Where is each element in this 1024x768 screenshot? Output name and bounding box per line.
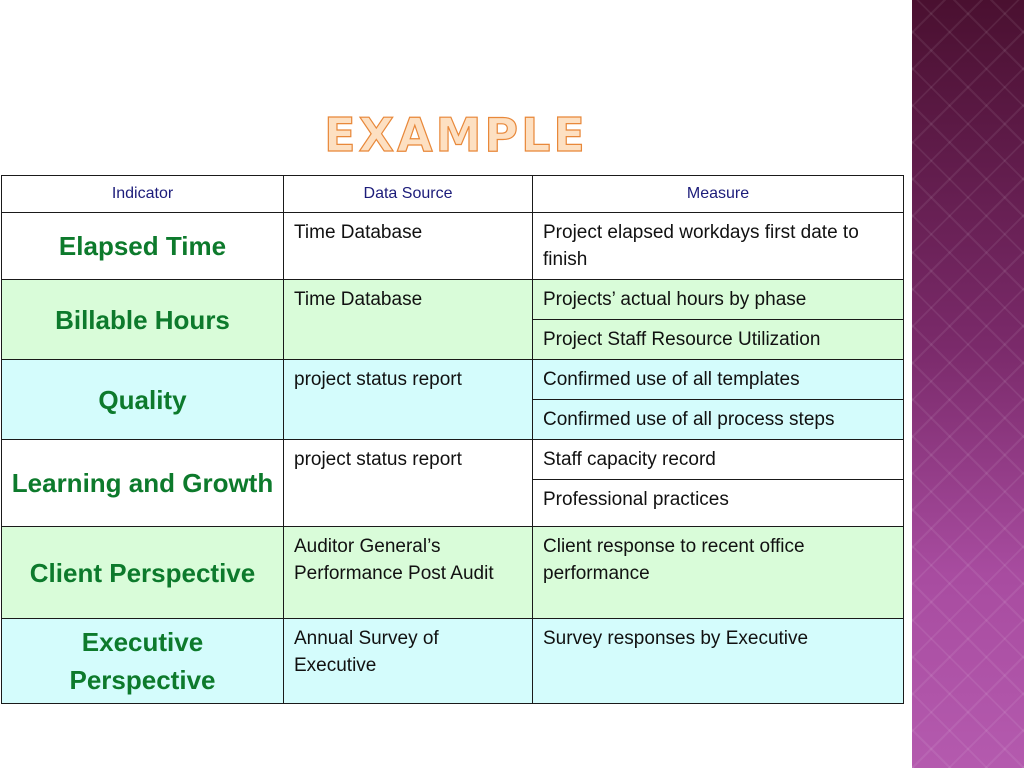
- header-indicator: Indicator: [2, 176, 284, 213]
- indicator-cell: Learning and Growth: [2, 440, 284, 527]
- data-source-cell: project status report: [284, 360, 533, 440]
- table-row: [2, 619, 904, 704]
- indicator-cell: Billable Hours: [2, 280, 284, 360]
- table-row: [2, 360, 904, 400]
- table-row: [2, 527, 904, 619]
- slide-title: EXAMPLE: [324, 108, 588, 162]
- header-data-source: Data Source: [284, 176, 533, 213]
- measure-cell: Staff capacity record: [533, 440, 904, 480]
- data-source-cell: project status report: [284, 440, 533, 527]
- measure-cell: Project Staff Resource Utilization: [533, 320, 904, 360]
- header-measure: Measure: [533, 176, 904, 213]
- data-source-cell: Time Database: [284, 213, 533, 280]
- indicator-cell: Elapsed Time: [2, 213, 284, 280]
- indicator-cell: Executive Perspective: [2, 619, 284, 704]
- indicator-table: [1, 175, 904, 704]
- indicator-cell: Client Perspective: [2, 527, 284, 619]
- measure-cell: Professional practices: [533, 480, 904, 527]
- table-row: [2, 440, 904, 480]
- table-header-row: [2, 176, 904, 213]
- measure-cell: Projects’ actual hours by phase: [533, 280, 904, 320]
- measure-cell: Project elapsed workdays first date to finish: [533, 213, 904, 280]
- data-source-cell: Annual Survey of Executive: [284, 619, 533, 704]
- indicator-cell: Quality: [2, 360, 284, 440]
- data-source-cell: Auditor General’s Performance Post Audit: [284, 527, 533, 619]
- data-source-cell: Time Database: [284, 280, 533, 360]
- measure-cell: Client response to recent office performance: [533, 527, 904, 619]
- table-row: [2, 280, 904, 320]
- measure-cell: Confirmed use of all templates: [533, 360, 904, 400]
- measure-cell: Survey responses by Executive: [533, 619, 904, 704]
- measure-cell: Confirmed use of all process steps: [533, 400, 904, 440]
- decorative-side-band: [912, 0, 1024, 768]
- table-row: [2, 213, 904, 280]
